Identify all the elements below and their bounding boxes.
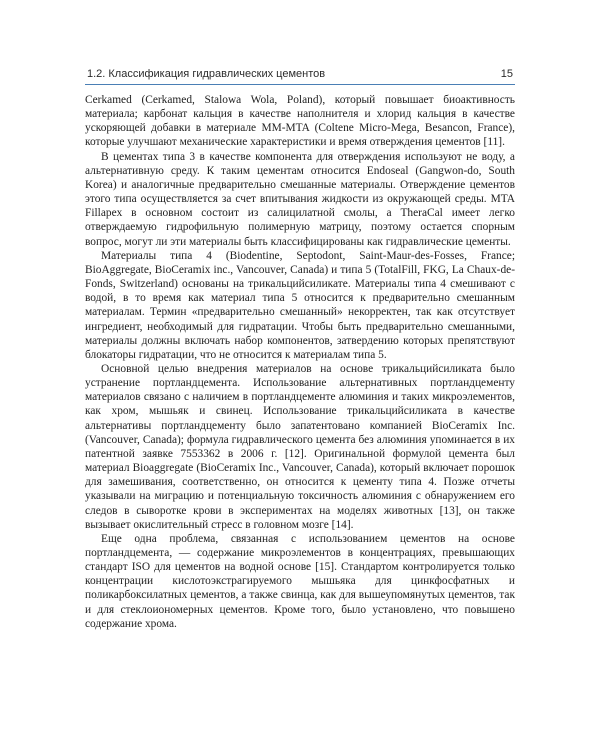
page-header (85, 64, 515, 85)
page-number: 15 (500, 68, 513, 80)
paragraph-type3-cements: В цементах типа 3 в качестве компонента для отверждения используют не воду, а альтернативную среду. К таким цементам относится Endoseal (Gangwon-do, South Korea) и аналогичные предварительно смешанные материалы. Отверждение цементов этого типа осуществляется за счет впитывания жидкости из окружающей среды. MTA Fillapex в основном состоит из салицилатной смолы, а TheraCal имеет легко отверждаемую гидрофильную полимерную матрицу, поэтому остается спорным вопрос, могут ли эти материалы быть классифицированы как гидравлические цементы. (85, 150, 515, 248)
paragraph-type4-type5-materials: Материалы типа 4 (Biodentine, Septodont, Saint-Maur-des-Fosses, France; BioAggregate, BioCeramix inc., Vancouver, Canada) и типа 5 (TotalFill, FKG, La Chaux-de-Fonds, Switzerland) основаны на трикальцийсиликате. Материалы типа 4 смешивают с водой, в то время как материал типа 5 относится к предварительно смешанным материалам. Термин «предварительно смешанный» некорректен, так как отсутствует ингредиент, необходимый для гидратации. Чтобы быть предварительно смешанными, материалы должны включать набор компонентов, затвердению которых препятствуют блокаторы гидратации, что не относится к материалам типа 5. (85, 249, 515, 361)
paragraph-trace-elements-problem: Еще одна проблема, связанная с использованием цементов на основе портландцемента, — содержание микроэлементов в концентрациях, превышающих стандарт ISO для цементов на водной основе [15]. Стандартом контролируется только концентрации кислотоэкстрагируемого мышьяка для цинкфосфатных и поликарбоксилатных цементов, а также свинца, как для вышеупомянутых цементов, так и для стеклоиономерных цементов. Кроме того, было установлено, что повышено содержание хрома. (85, 532, 515, 630)
running-section-title: 1.2. Классификация гидравлических цементов (87, 68, 326, 80)
paragraph-continuation: Cerkamed (Cerkamed, Stalowa Wola, Poland), который повышает биоактивность материала; карбонат кальция в качестве наполнителя и хлорид кальция в качестве ускоряющей добавки в материале MM-MTA (Coltene Micro-Mega, Besancon, France), которые улучшают механические характеристики и время отверждения цементов [11]. (85, 94, 515, 149)
body-text (85, 93, 515, 631)
paragraph-tricalcium-silicate-goal: Основной целью внедрения материалов на основе трикальцийсиликата было устранение портландцемента. Использование альтернативных портландцементу материалов связано с наличием в портландцементе алюминия и таких микроэлементов, как хром, мышьяк и свинец. Использование трикальцийсиликата в качестве альтернативы портландцементу было запатентовано компанией BioCeramix Inc. (Vancouver, Canada); формула гидравлического цемента без алюминия упоминается в их патентной заявке 7553362 в 2006 г. [12]. Оригинальной формулой цемента был материал Bioaggregate (BioCeramix Inc., Vancouver, Canada), который включает порошок для замешивания, соответственно, он относится к цементу типа 4. Позже отчеты указывали на миграцию и потенциальную токсичность алюминия с обнаружением его следов в сыворотке крови в экспериментах на моделях животных [13], он также вызывает окислительный стресс в головном мозге [14]. (85, 362, 515, 531)
